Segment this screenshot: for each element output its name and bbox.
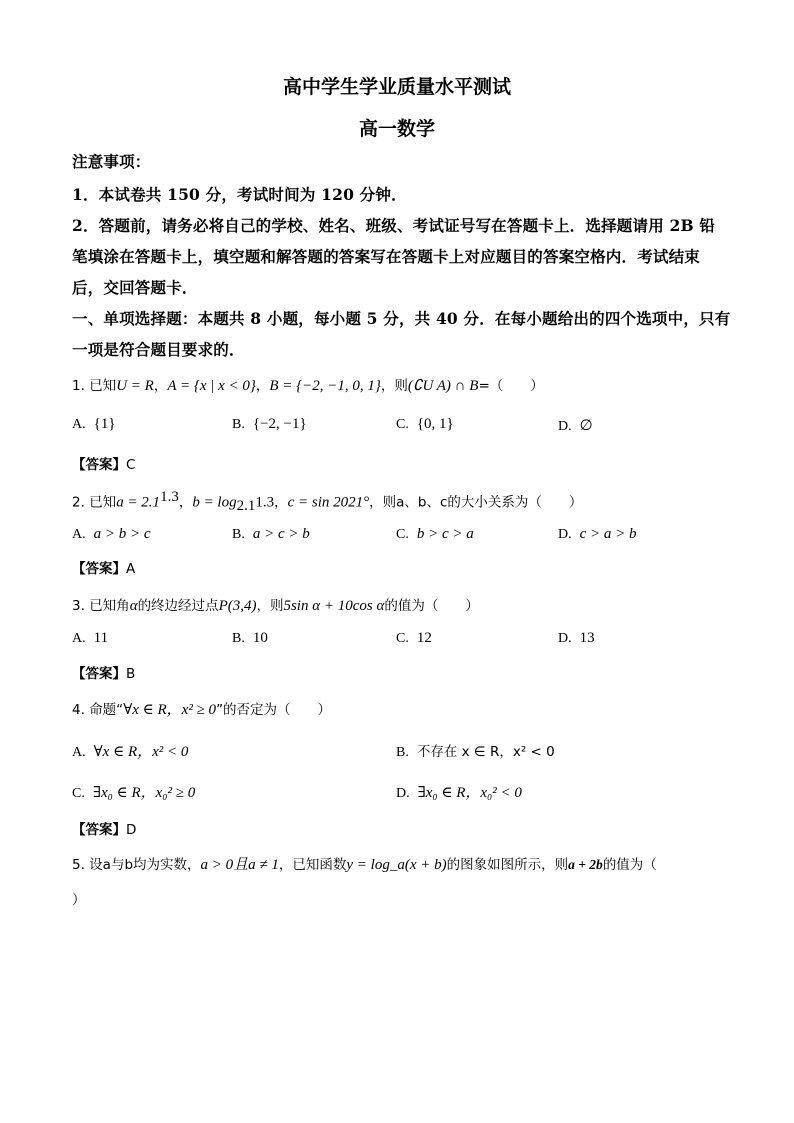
q4-option-c (72, 781, 195, 802)
answer-value: C (126, 457, 136, 473)
notice-heading: 注意事项： (72, 152, 151, 171)
question-text: 设a与b均为实数， (89, 857, 201, 873)
q1-option-d (558, 416, 593, 435)
question-text: ，已知函数 (278, 857, 347, 873)
question-5 (72, 853, 657, 874)
notice-item-2-line-2: 笔填涂在答题卡上，填空题和解答题的答案写在答题卡上对应题目的答案空格内．考试结束 (72, 247, 701, 266)
q1-option-b (232, 416, 307, 433)
option-value: 11 (93, 630, 109, 646)
option-value: c > a > b (579, 526, 637, 542)
question-number: 5. (72, 857, 85, 873)
section-heading-line-2: 一项是符合题目要求的． (72, 340, 245, 359)
option-letter: D. (558, 419, 572, 434)
option-letter: B. (232, 631, 245, 646)
math-expr: A = {x | x < 0} (167, 378, 256, 394)
option-letter: C. (396, 631, 409, 646)
option-value: 12 (416, 630, 432, 646)
option-letter: B. (396, 745, 409, 760)
q2-option-d (558, 526, 637, 543)
option-letter: C. (396, 527, 409, 542)
option-value: 13 (579, 630, 595, 646)
answer-tag: 【答案】 (72, 822, 126, 838)
option-letter: A. (72, 417, 86, 432)
question-text: 已知角 (89, 598, 130, 614)
answer-value: D (126, 822, 137, 838)
math-expr: a = 2.1 (116, 494, 161, 511)
question-3 (72, 594, 479, 615)
math-expr: B = {−2, −1, 0, 1} (269, 378, 381, 394)
option-value: b > c > a (416, 526, 474, 542)
question-4 (72, 698, 331, 719)
question-text: 已知 (89, 494, 117, 511)
option-value: 不存在 x ∈ R，x² < 0 (416, 744, 555, 760)
math-expr: U = R (116, 378, 154, 394)
question-5-line-2: ） (72, 892, 86, 908)
option-value: a > b > c (93, 526, 151, 542)
q1-option-c (396, 416, 454, 433)
answer-tag: 【答案】 (72, 561, 126, 577)
option-letter: C. (72, 786, 85, 801)
option-letter: A. (72, 745, 86, 760)
option-value: {−2, −1} (252, 416, 307, 432)
option-letter: B. (232, 417, 245, 432)
math-expr: α (129, 598, 138, 614)
q3-option-d (558, 630, 595, 647)
question-number: 1. (72, 378, 85, 394)
exam-subtitle: 高一数学 (358, 118, 435, 140)
option-letter: A. (72, 527, 86, 542)
q1-option-a (72, 416, 116, 433)
math-expr: b = log (192, 494, 237, 511)
math-exponent: 1.3 (160, 489, 179, 505)
option-value: 10 (252, 630, 268, 646)
math-expr: (∁U A) ∩ B (407, 378, 479, 394)
math-expr: P(3,4) (218, 598, 257, 614)
question-text: 的值为（ (602, 857, 657, 873)
q3-option-a (72, 630, 108, 647)
question-text: ”的否定为（ ） (216, 702, 332, 718)
q3-option-c (396, 630, 432, 647)
math-expr: a > 0且a ≠ 1 (200, 857, 279, 873)
question-text: ，则 (380, 378, 408, 394)
q2-option-b (232, 526, 310, 543)
option-value: {1} (93, 416, 116, 432)
q1-answer (72, 453, 135, 473)
question-1: 1. 已知U = R，A = {x | x < 0}，B = {−2, −1, 0, 1}，则(∁U A) ∩ B=（ ） (72, 378, 544, 394)
question-text: 命题“ (89, 702, 124, 718)
math-expr: c = sin 2021° (287, 494, 370, 511)
answer-value: B (126, 666, 136, 682)
option-letter: A. (72, 631, 86, 646)
question-2: 2. 已知$a = 2.1^{1.3}$，$b = \log_{2.1}1.3$，c = sin 2021°，则a、b、c的大小关系为（ ） (72, 489, 583, 515)
math-expr: y = log_a(x + b) (346, 857, 447, 873)
q4-answer (72, 818, 136, 838)
q2-answer (72, 557, 135, 577)
q4-option-b (396, 740, 555, 761)
notice-item-2-line-3: 后，交回答题卡． (72, 278, 198, 297)
answer-value: A (126, 561, 136, 577)
option-letter: B. (232, 527, 245, 542)
question-number: 2. (72, 494, 85, 511)
option-letter: D. (558, 527, 572, 542)
question-text: ，则a、b、c的大小关系为（ ） (369, 494, 583, 511)
notice-item-2-line-1: 2．答题前，请务必将自己的学校、姓名、班级、考试证号写在答题卡上．选择题请用 2B 铅 (72, 216, 716, 235)
q3-answer (72, 662, 135, 682)
question-text: ，则 (256, 598, 284, 614)
answer-tag: 【答案】 (72, 666, 126, 682)
option-value: ∅ (579, 418, 593, 434)
notice-item-1: 1．本试卷共 150 分，考试时间为 120 分钟． (72, 185, 407, 204)
math-expr: ∀x ∈ R，x² ≥ 0 (123, 702, 217, 718)
option-value: ∀x ∈ R，x² < 0 (93, 744, 189, 760)
math-expr: 1.3 (255, 494, 275, 511)
q3-option-b (232, 630, 268, 647)
question-number: 3. (72, 598, 85, 614)
question-text: 的图象如图所示，则 (446, 857, 569, 873)
question-number: 4. (72, 702, 85, 718)
option-letter: D. (396, 786, 410, 801)
option-value: a > c > b (252, 526, 310, 542)
q4-option-a (72, 740, 188, 761)
section-heading-line-1: 一、单项选择题：本题共 8 小题，每小题 5 分，共 40 分．在每小题给出的四个选项中，只有 (72, 309, 731, 328)
answer-tag: 【答案】 (72, 457, 126, 473)
option-letter: D. (558, 631, 572, 646)
option-value: ∃x₀ ∈ R，x₀² ≥ 0 (92, 785, 196, 801)
question-text: 已知 (89, 378, 117, 394)
question-text: 的终边经过点 (137, 598, 219, 614)
option-letter: C. (396, 417, 409, 432)
question-text: =（ ） (478, 378, 544, 394)
q4-option-d (396, 781, 522, 802)
math-expr: a + 2b (568, 857, 603, 872)
q2-option-c (396, 526, 474, 543)
option-value: ∃x₀ ∈ R，x₀² < 0 (417, 785, 522, 801)
exam-title: 高中学生学业质量水平测试 (282, 76, 511, 98)
math-subscript: 2.1 (236, 498, 256, 515)
math-expr: 5sin α + 10cos α (283, 598, 385, 614)
question-text: 的值为（ ） (384, 598, 479, 614)
option-value: {0, 1} (416, 416, 454, 432)
q2-option-a (72, 526, 151, 543)
